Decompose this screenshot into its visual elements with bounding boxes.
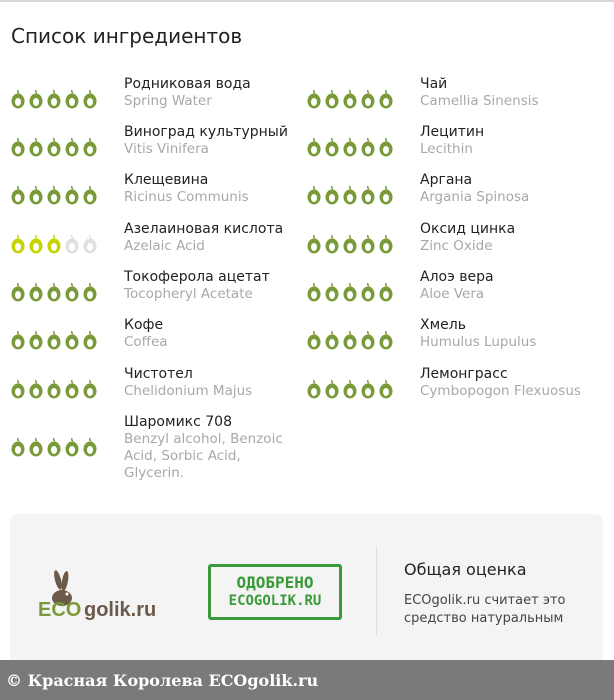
ingredient-text [124, 124, 304, 158]
olive-icon-filled [360, 136, 376, 158]
olive-icon-filled [10, 136, 26, 158]
olive-icon-filled [378, 281, 394, 303]
olive-icon-filled [64, 378, 80, 400]
olive-icon-filled [46, 136, 62, 158]
olive-icon-filled [378, 88, 394, 110]
olive-icon-filled [342, 329, 358, 351]
ingredient-rating [306, 88, 394, 110]
olive-icon-filled [28, 329, 44, 351]
olive-icon-filled [28, 233, 44, 255]
olive-icon-filled [342, 184, 358, 206]
ingredient-rating [10, 184, 98, 206]
olive-icon-filled [82, 436, 98, 458]
ingredient-item[interactable] [10, 366, 310, 412]
olive-icon-filled [324, 281, 340, 303]
ingredient-latin-name: Zinc Oxide [420, 238, 493, 254]
ingredient-name: Клещевина [124, 172, 209, 188]
ingredient-latin-name: Humulus Lupulus [420, 334, 537, 350]
ingredient-name: Чай [420, 76, 448, 92]
olive-icon-filled [360, 233, 376, 255]
olive-icon-filled [82, 184, 98, 206]
olive-icon-filled [10, 281, 26, 303]
ingredient-item[interactable] [10, 124, 310, 170]
ingredient-name: Чистотел [124, 366, 193, 382]
ingredient-latin-name: Coffea [124, 334, 168, 350]
ingredients-title: Список ингредиентов [11, 24, 243, 48]
olive-icon-filled [342, 233, 358, 255]
olive-icon-filled [324, 88, 340, 110]
olive-icon-filled [342, 378, 358, 400]
olive-icon-filled [46, 184, 62, 206]
olive-icon-filled [360, 329, 376, 351]
ingredient-name: Лемонграсс [420, 366, 508, 382]
logo-golik-text: golik.ru [84, 599, 157, 621]
olive-icon-filled [306, 329, 322, 351]
ingredient-text [420, 172, 600, 206]
olive-icon-filled [10, 88, 26, 110]
ingredient-rating [306, 233, 394, 255]
stamp-line-2: ECOGOLIK.RU [228, 593, 322, 609]
ingredient-latin-name: Cymbopogon Flexuosus [420, 383, 581, 399]
olive-icon-filled [82, 378, 98, 400]
olive-icon-filled [28, 378, 44, 400]
ingredient-item[interactable] [306, 124, 606, 170]
ingredient-rating [306, 136, 394, 158]
ingredient-latin-name: Azelaic Acid [124, 238, 205, 254]
olive-icon-filled [324, 378, 340, 400]
ingredient-latin-name: Benzyl alcohol, Benzoic Acid, Sorbic Acid, Glycerin. [124, 431, 283, 481]
ingredient-name: Токоферола ацетат [124, 269, 270, 285]
ingredient-rating [10, 281, 98, 303]
olive-icon-filled [28, 136, 44, 158]
ingredient-latin-name: Aloe Vera [420, 286, 485, 302]
olive-icon-filled [64, 329, 80, 351]
olive-icon-filled [324, 329, 340, 351]
ingredient-item[interactable] [10, 221, 310, 267]
olive-icon-filled [306, 233, 322, 255]
ingredient-name: Шаромикс 708 [124, 414, 232, 430]
ingredient-rating [10, 88, 98, 110]
olive-icon-filled [378, 329, 394, 351]
ingredient-item[interactable] [306, 366, 606, 412]
ingredient-text [420, 76, 600, 110]
ingredient-text [124, 221, 304, 255]
stamp-line-1: ОДОБРЕНО [236, 573, 314, 592]
olive-icon-filled [306, 281, 322, 303]
ingredient-rating [306, 281, 394, 303]
olive-icon-filled [82, 281, 98, 303]
ingredient-name: Азелаиновая кислота [124, 221, 284, 237]
ingredient-text [124, 317, 304, 351]
ingredient-item[interactable] [306, 76, 606, 122]
ingredient-rating [10, 136, 98, 158]
approval-card [10, 514, 603, 664]
ingredient-name: Алоэ вера [420, 269, 494, 285]
ingredient-latin-name: Argania Spinosa [420, 189, 530, 205]
ingredient-rating [10, 233, 98, 255]
overall-rating-title: Общая оценка [404, 560, 527, 579]
ingredient-rating [306, 378, 394, 400]
ingredient-text [420, 221, 600, 255]
ingredient-latin-name: Lecithin [420, 141, 473, 157]
ingredient-text [124, 76, 304, 110]
ingredient-item[interactable] [10, 76, 310, 122]
ingredient-rating [10, 378, 98, 400]
olive-icon-filled [10, 184, 26, 206]
ingredient-latin-name: Spring Water [124, 93, 212, 109]
olive-icon-filled [342, 136, 358, 158]
ingredient-name: Хмель [420, 317, 466, 333]
ingredient-latin-name: Camellia Sinensis [420, 93, 539, 109]
olive-icon-filled [82, 329, 98, 351]
olive-icon-filled [64, 436, 80, 458]
olive-icon-filled [342, 88, 358, 110]
card-divider [376, 546, 377, 636]
ingredient-name: Оксид цинка [420, 221, 516, 237]
ingredient-rating [306, 329, 394, 351]
ingredient-text [420, 317, 600, 351]
olive-icon-filled [306, 184, 322, 206]
ingredient-latin-name: Chelidonium Majus [124, 383, 253, 399]
olive-icon-filled [306, 88, 322, 110]
olive-icon-filled [10, 436, 26, 458]
olive-icon-filled [360, 88, 376, 110]
ingredient-rating [10, 329, 98, 351]
olive-icon-filled [82, 136, 98, 158]
olive-icon-filled [64, 136, 80, 158]
olive-icon-filled [64, 88, 80, 110]
olive-icon-filled [46, 329, 62, 351]
olive-icon-filled [342, 281, 358, 303]
olive-icon-filled [28, 436, 44, 458]
olive-icon-filled [28, 184, 44, 206]
ingredient-item[interactable] [10, 172, 310, 218]
ingredient-latin-name: Ricinus Communis [124, 189, 249, 205]
ingredient-name: Виноград культурный [124, 124, 288, 140]
olive-icon-empty [64, 233, 80, 255]
olive-icon-empty [82, 233, 98, 255]
olive-icon-filled [324, 184, 340, 206]
olive-icon-filled [46, 88, 62, 110]
ingredient-text [124, 269, 304, 303]
ingredient-item[interactable] [306, 172, 606, 218]
ingredient-text [124, 172, 304, 206]
olive-icon-filled [10, 329, 26, 351]
ingredient-text [420, 269, 600, 303]
ingredient-rating [306, 184, 394, 206]
olive-icon-filled [46, 233, 62, 255]
olive-icon-filled [360, 281, 376, 303]
olive-icon-filled [10, 233, 26, 255]
ingredient-rating [10, 436, 98, 458]
ingredient-item[interactable] [306, 221, 606, 267]
ingredient-item[interactable] [306, 317, 606, 363]
olive-icon-filled [378, 184, 394, 206]
olive-icon-filled [306, 378, 322, 400]
ingredient-name: Кофе [124, 317, 164, 333]
olive-icon-filled [378, 233, 394, 255]
olive-icon-filled [28, 281, 44, 303]
olive-icon-filled [360, 184, 376, 206]
ingredient-name: Лецитин [420, 124, 485, 140]
olive-icon-filled [360, 378, 376, 400]
copyright-watermark: © Красная Королева ECOgolik.ru [0, 660, 614, 700]
ingredient-item[interactable] [306, 269, 606, 315]
olive-icon-filled [46, 436, 62, 458]
olive-icon-filled [64, 281, 80, 303]
ingredient-item[interactable] [10, 414, 310, 480]
ingredient-name: Аргана [420, 172, 473, 188]
ingredient-text [420, 366, 600, 400]
olive-icon-filled [28, 88, 44, 110]
ingredient-item[interactable] [10, 269, 310, 315]
ingredient-item[interactable] [10, 317, 310, 363]
approved-stamp [208, 564, 342, 620]
olive-icon-filled [324, 233, 340, 255]
overall-rating-text: ECOgolik.ru считает это средство натуральным [404, 593, 566, 626]
ingredient-text [124, 414, 304, 482]
olive-icon-filled [82, 88, 98, 110]
olive-icon-filled [306, 136, 322, 158]
olive-icon-filled [378, 136, 394, 158]
ingredient-text [124, 366, 304, 400]
olive-icon-filled [46, 281, 62, 303]
ingredient-latin-name: Tocopheryl Acetate [124, 286, 253, 302]
ingredient-latin-name: Vitis Vinifera [124, 141, 209, 157]
olive-icon-filled [46, 378, 62, 400]
ecogolik-logo[interactable] [36, 564, 186, 622]
ingredient-name: Родниковая вода [124, 76, 251, 92]
ingredient-text [420, 124, 600, 158]
olive-icon-filled [324, 136, 340, 158]
logo-eco-text: ECO [38, 599, 82, 621]
olive-icon-filled [10, 378, 26, 400]
olive-icon-filled [378, 378, 394, 400]
olive-icon-filled [64, 184, 80, 206]
